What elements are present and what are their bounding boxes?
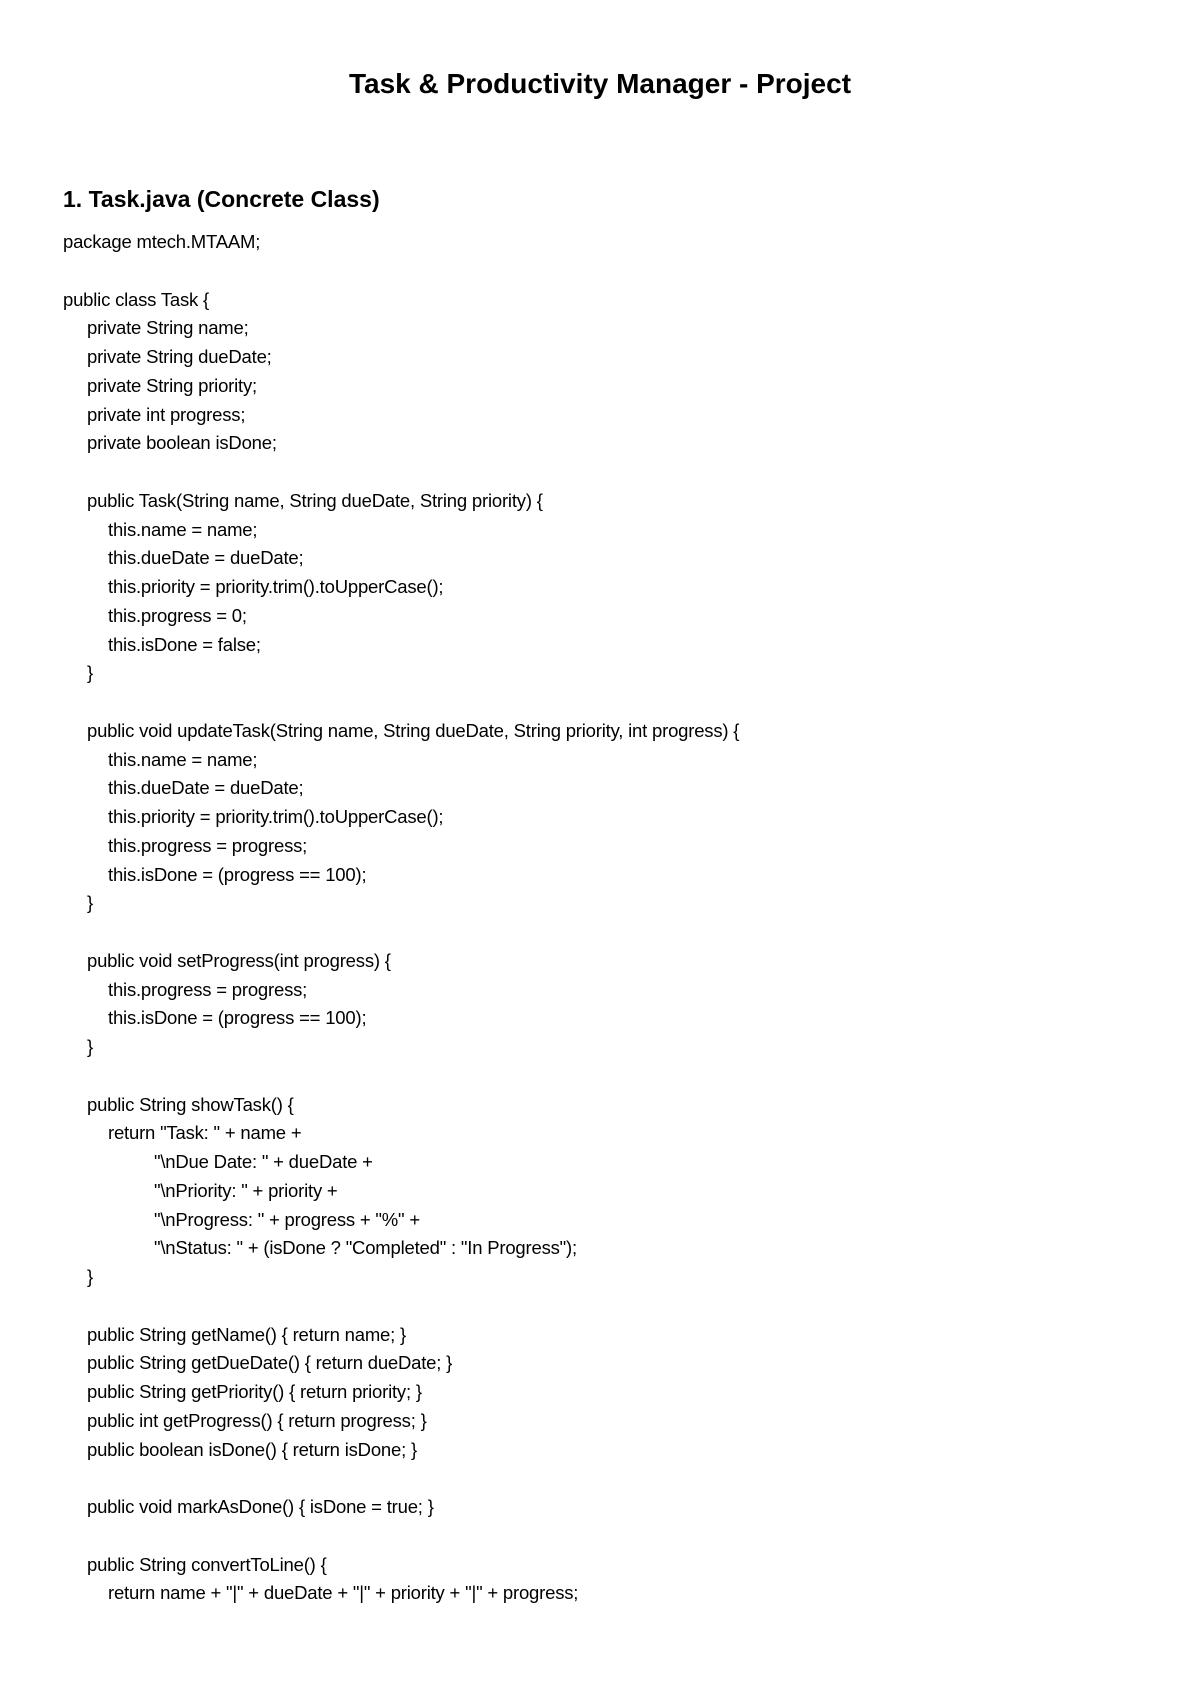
code-line <box>63 1292 1143 1321</box>
code-line <box>63 688 1143 717</box>
document-title: Task & Productivity Manager - Project <box>348 68 852 99</box>
code-line: this.isDone = false; <box>108 633 261 655</box>
code-line: this.priority = priority.trim().toUpperCase(); <box>108 806 444 827</box>
code-line: this.isDone = (progress == 100); <box>108 863 367 885</box>
code-line: public String showTask() { <box>87 1093 294 1115</box>
code-line: public class Task { <box>63 288 209 310</box>
code-line: public void setProgress(int progress) { <box>87 949 391 971</box>
code-line: public String getName() { return name; } <box>87 1323 406 1345</box>
code-line <box>63 918 1143 947</box>
code-line: package mtech.MTAAM; <box>63 231 261 252</box>
code-line: "\nStatus: " + (isDone ? "Completed" : "In Progress"); <box>154 1237 577 1259</box>
code-line: private boolean isDone; <box>87 432 277 454</box>
code-line: } <box>87 1266 93 1287</box>
section-heading: 1. Task.java (Concrete Class) <box>63 186 380 212</box>
code-block <box>63 228 1143 1608</box>
code-line: public void markAsDone() { isDone = true; } <box>87 1496 434 1517</box>
code-line <box>63 1062 1143 1091</box>
code-line: public void updateTask(String name, String dueDate, String priority, int progress) { <box>87 719 740 741</box>
code-line: this.priority = priority.trim().toUpperCase(); <box>108 576 444 597</box>
code-line: "\nProgress: " + progress + "%" + <box>154 1208 420 1230</box>
code-line: public int getProgress() { return progress; } <box>87 1409 427 1431</box>
code-line: private String name; <box>87 317 249 339</box>
code-line: this.progress = 0; <box>108 604 247 626</box>
code-line: this.dueDate = dueDate; <box>108 547 304 569</box>
code-line: public String getDueDate() { return dueDate; } <box>87 1352 453 1374</box>
code-line: } <box>87 892 93 914</box>
code-line: this.isDone = (progress == 100); <box>108 1007 367 1029</box>
code-line <box>63 458 1143 487</box>
code-line: private String priority; <box>87 374 257 396</box>
code-line: "\nDue Date: " + dueDate + <box>154 1151 373 1172</box>
code-line: this.dueDate = dueDate; <box>108 777 304 799</box>
code-line: } <box>87 1036 93 1057</box>
code-line: public String getPriority() { return priority; } <box>87 1381 422 1402</box>
code-line: "\nPriority: " + priority + <box>154 1179 338 1201</box>
code-line: } <box>87 662 93 684</box>
code-line <box>63 257 1143 286</box>
code-line: this.progress = progress; <box>108 834 308 856</box>
code-line <box>63 1522 1143 1551</box>
code-line <box>63 1464 1143 1493</box>
code-line: private String dueDate; <box>87 346 272 367</box>
code-line: public boolean isDone() { return isDone; } <box>87 1438 417 1460</box>
code-line: this.name = name; <box>108 748 258 770</box>
code-line: this.name = name; <box>108 518 258 540</box>
code-line: private int progress; <box>87 403 246 425</box>
code-line: public Task(String name, String dueDate, String priority) { <box>87 489 543 511</box>
code-line: return name + "|" + dueDate + "|" + priority + "|" + progress; <box>108 1582 579 1604</box>
code-line: public String convertToLine() { <box>87 1553 327 1575</box>
code-line: return "Task: " + name + <box>108 1122 302 1144</box>
code-line: this.progress = progress; <box>108 978 308 1000</box>
